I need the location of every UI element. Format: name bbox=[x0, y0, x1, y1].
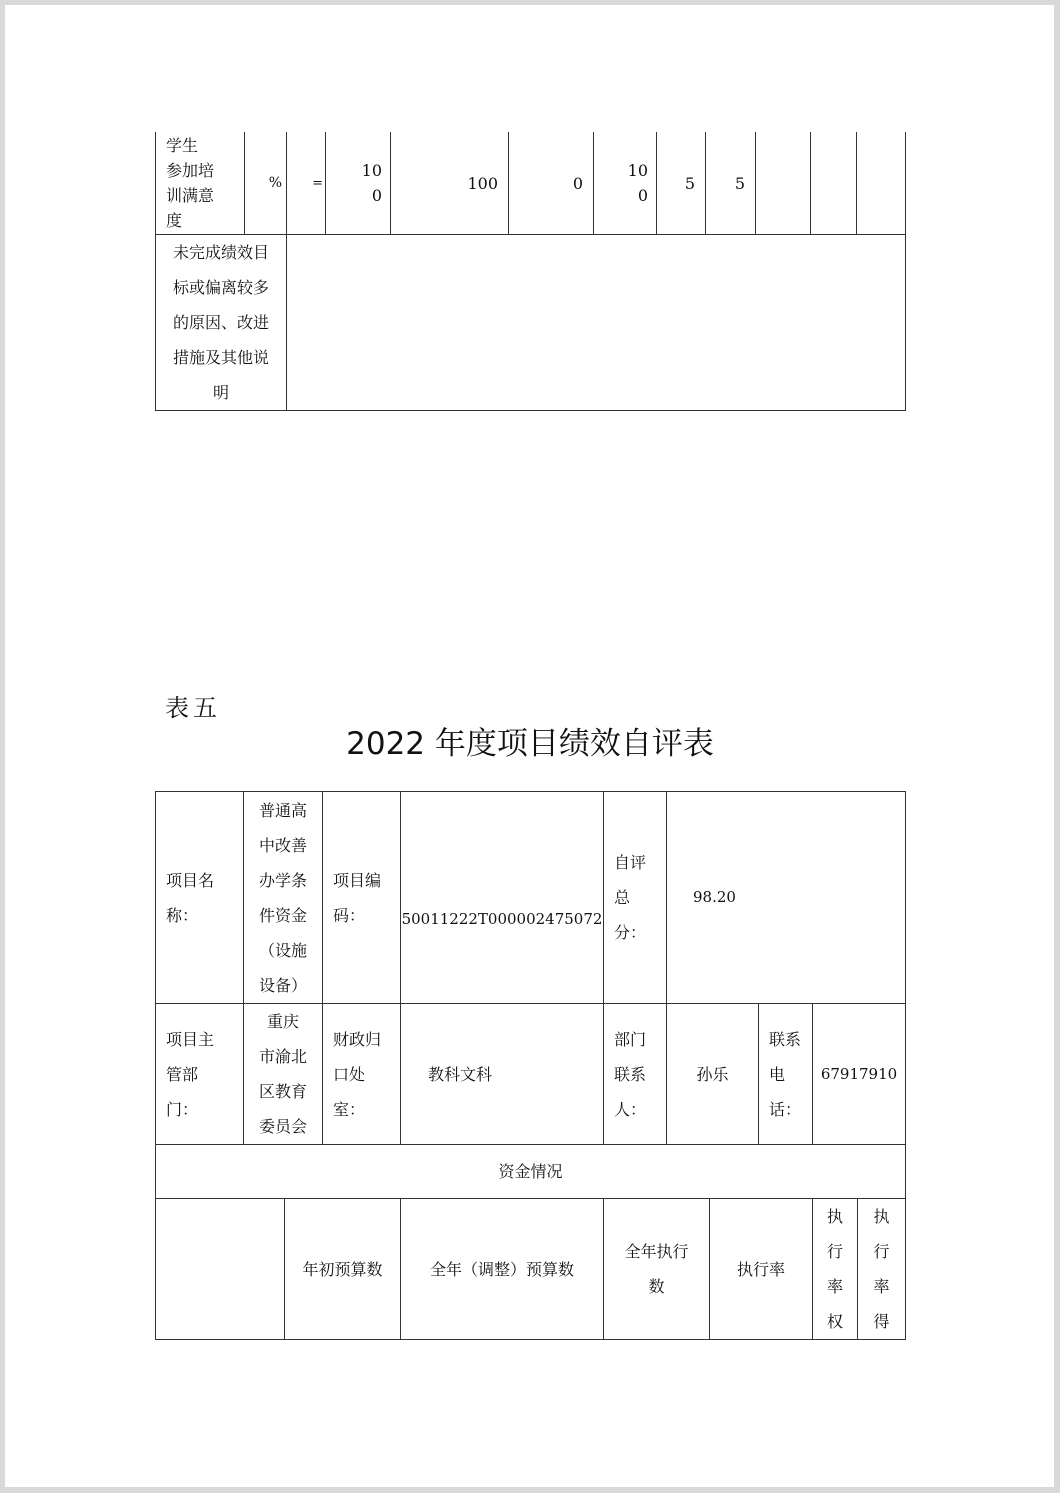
finance-value: 教科文科 bbox=[428, 1064, 493, 1084]
col-exec-rate: 执行率 bbox=[736, 1259, 785, 1279]
indicator-name: 学生 参加培 训满意 度 bbox=[166, 136, 215, 230]
project-name-label: 项目名 称： bbox=[166, 870, 215, 925]
col-annual-exec: 全年执行 数 bbox=[624, 1242, 689, 1296]
reason-label: 未完成绩效目 标或偏离较多 的原因、改进 措施及其他说 明 bbox=[172, 243, 269, 402]
project-code-value: 50011222T000002475072 bbox=[401, 909, 603, 928]
page-edge bbox=[0, 1487, 1060, 1493]
indicator-unit: % bbox=[268, 174, 282, 191]
contact-value: 孙乐 bbox=[696, 1064, 729, 1084]
funds-empty-cell bbox=[156, 1199, 284, 1339]
project-name-value: 普通高 中改善 办学条 件资金 （设施 设备） bbox=[258, 800, 307, 995]
self-score-value: 98.20 bbox=[693, 888, 736, 906]
col-rate-weight: 执 行 率 权 bbox=[826, 1207, 843, 1331]
dept-label: 项目主 管部 门： bbox=[166, 1029, 215, 1119]
indicator-score-b: 5 bbox=[734, 173, 745, 193]
phone-value: 67917910 bbox=[820, 1064, 898, 1083]
self-score-label: 自评 总 分： bbox=[614, 853, 647, 942]
indicator-weight: 10 0 bbox=[627, 161, 648, 205]
funds-section-header: 资金情况 bbox=[498, 1162, 563, 1181]
indicator-deviation: 0 bbox=[572, 173, 583, 193]
indicator-symbol: = bbox=[312, 175, 323, 191]
col-initial-budget: 年初预算数 bbox=[302, 1259, 383, 1279]
table-label: 表五 bbox=[165, 694, 221, 722]
project-code-label: 项目编 码： bbox=[333, 870, 382, 925]
dept-value: 重庆 市渝北 区教育 委员会 bbox=[258, 1012, 307, 1136]
col-adjusted-budget: 全年（调整）预算数 bbox=[429, 1259, 574, 1279]
indicator-score-a: 5 bbox=[684, 173, 695, 193]
page-title: 2022 年度项目绩效自评表 bbox=[346, 726, 714, 762]
col-rate-score: 执 行 率 得 bbox=[873, 1207, 890, 1331]
indicator-target: 10 0 bbox=[361, 161, 382, 205]
finance-label: 财政归 口处 室： bbox=[333, 1029, 382, 1119]
indicator-actual: 100 bbox=[467, 173, 498, 193]
contact-label: 部门 联系 人： bbox=[614, 1029, 647, 1119]
phone-label: 联系 电 话： bbox=[769, 1029, 802, 1119]
